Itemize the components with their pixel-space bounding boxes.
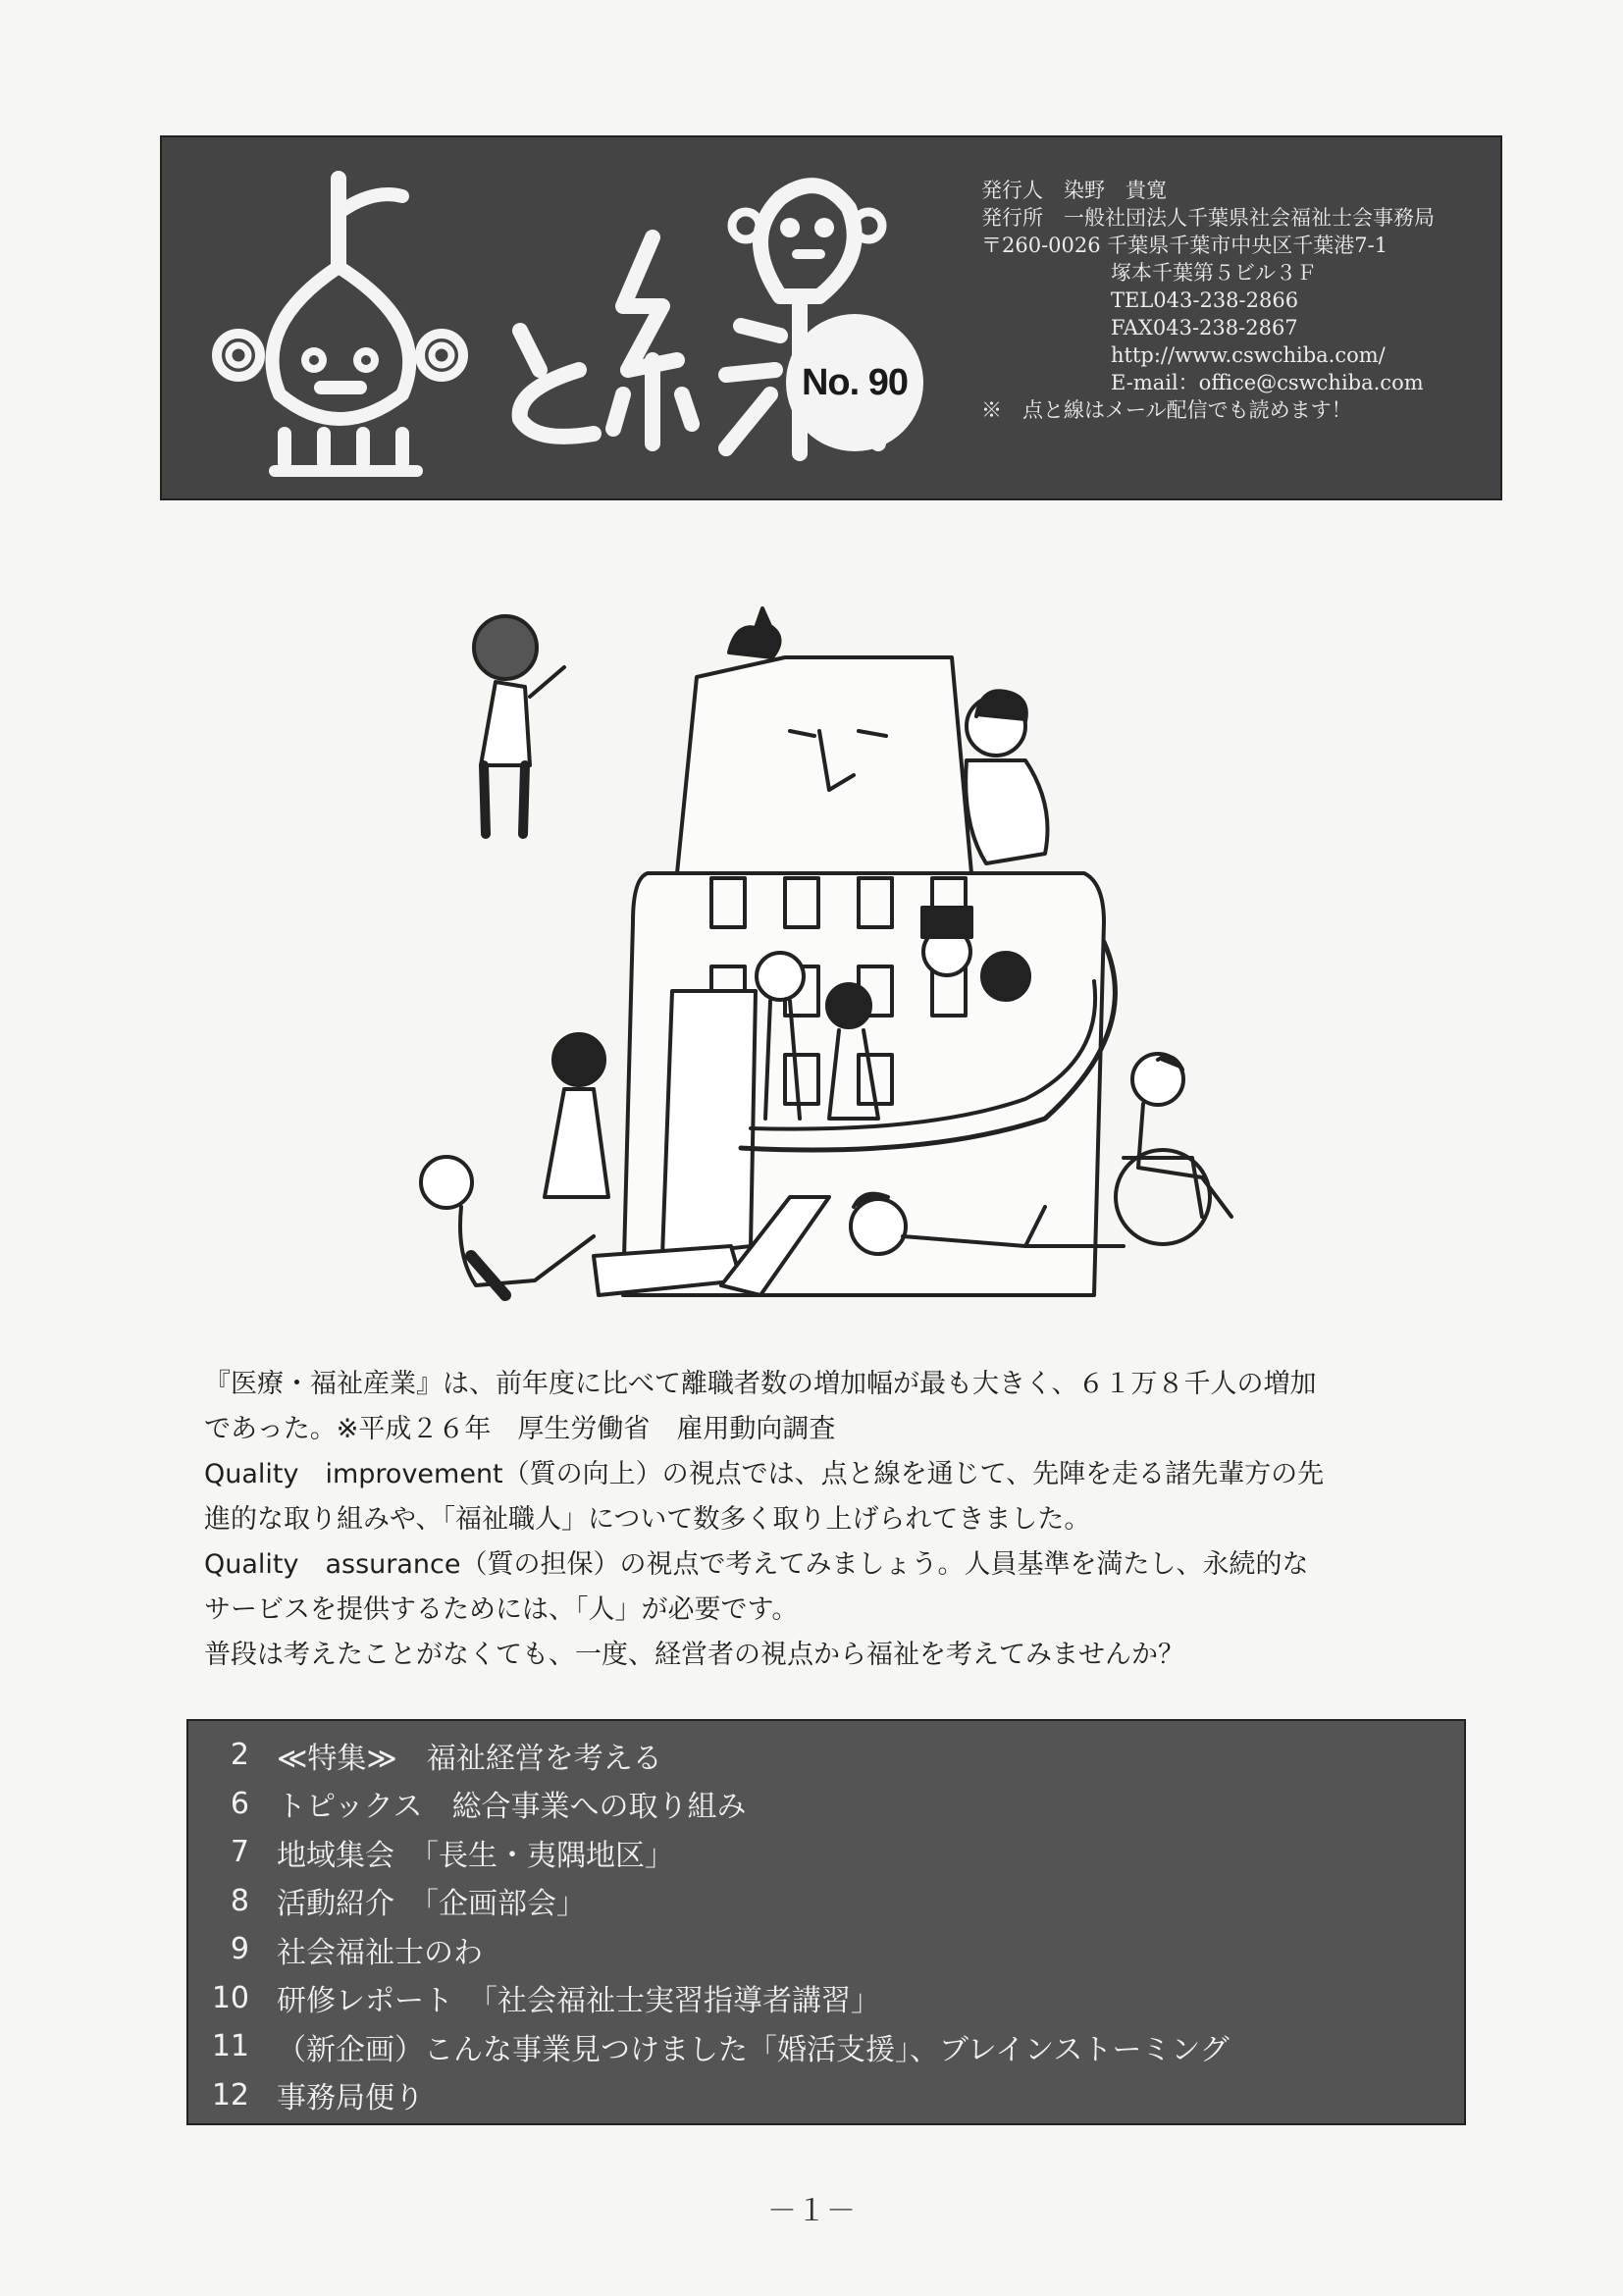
toc-item[interactable] (188, 1877, 1464, 1926)
publisher-line: 発行所 一般社団法人千葉県社会福祉士会事務局 (981, 206, 1435, 230)
toc-title: 地域集会 「長生・夷隅地区」 (277, 1838, 674, 1873)
toc-page-number: 11 (211, 2029, 249, 2064)
publisher-line: http://www.cswchiba.com/ (1111, 343, 1386, 367)
toc-title: （新企画）こんな事業見つけました「婚活支援」、ブレインストーミング (277, 2032, 1230, 2067)
publisher-line: ※ 点と線はメール配信でも読めます！ (981, 398, 1352, 422)
intro-line: Quality assurance（質の担保）の視点で考えてみましょう。人員基準を満たし、永続的な (204, 1549, 1309, 1580)
logo-graphic (191, 159, 898, 483)
publisher-info (981, 177, 1492, 424)
intro-line: であった。※平成２６年 厚生労働省 雇用動向調査 (204, 1414, 836, 1444)
toc-page-number: 8 (230, 1883, 249, 1918)
publisher-line: TEL043-238-2866 (1111, 288, 1299, 312)
toc-item[interactable] (188, 2071, 1464, 2120)
illustration-graphic (417, 569, 1261, 1315)
intro-line: 進的な取り組みや、「福祉職人」について数多く取り上げられてきました。 (204, 1504, 1091, 1535)
toc-title: 研修レポート 「社会福祉士実習指導者講習」 (277, 1984, 880, 2019)
publisher-line: E-mail：office@cswchiba.com (1111, 371, 1424, 394)
toc-page-number: 2 (230, 1738, 249, 1773)
toc-page-number: 9 (230, 1932, 249, 1967)
toc-page-number: 10 (211, 1980, 249, 2015)
table-of-contents (186, 1719, 1466, 2125)
toc-item[interactable] (188, 1974, 1464, 2023)
publisher-line: 発行人 染野 貴寛 (981, 179, 1167, 202)
toc-title: 社会福祉士のわ (277, 1935, 483, 1970)
publisher-line: 〒260-0026 千葉県千葉市中央区千葉港7-1 (981, 234, 1388, 257)
toc-title: 事務局便り (277, 2081, 424, 2116)
intro-line: Quality improvement（質の向上）の視点では、点と線を通じて、先陣を走る諸先輩方の先 (204, 1459, 1325, 1489)
toc-page-number: 12 (211, 2077, 249, 2113)
publisher-line: FAX043-238-2867 (1111, 316, 1298, 339)
toc-title: 活動紹介 「企画部会」 (277, 1887, 586, 1922)
toc-item[interactable] (188, 1731, 1464, 1780)
tentosen-mascot-logo-icon (191, 159, 898, 483)
page-number: －１－ (767, 2194, 856, 2228)
intro-line: 『医療・福祉産業』は、前年度に比べて離職者数の増加幅が最も大きく、６１万８千人の増加 (204, 1369, 1317, 1399)
toc-title: トピックス 総合事業への取り組み (277, 1790, 747, 1825)
masthead (160, 135, 1502, 500)
intro-text (204, 1362, 1470, 1678)
issue-number-badge: No. 90 (786, 314, 923, 451)
toc-page-number: 6 (230, 1786, 249, 1821)
toc-title: ≪特集≫ 福祉経営を考える (277, 1741, 662, 1776)
toc-item[interactable] (188, 1828, 1464, 1877)
intro-line: サービスを提供するためには、「人」が必要です。 (204, 1594, 799, 1625)
toc-item[interactable] (188, 1780, 1464, 1829)
logo-text (209, 159, 210, 160)
intro-line: 普段は考えたことがなくても、一度、経営者の視点から福祉を考えてみませんか？ (204, 1640, 1184, 1670)
building-with-people-illustration-icon (417, 569, 1261, 1315)
publisher-line: 塚本千葉第５ビル３Ｆ (1111, 261, 1317, 285)
toc-page-number: 7 (230, 1835, 249, 1870)
toc-item[interactable] (188, 2022, 1464, 2071)
toc-item[interactable] (188, 1925, 1464, 1974)
